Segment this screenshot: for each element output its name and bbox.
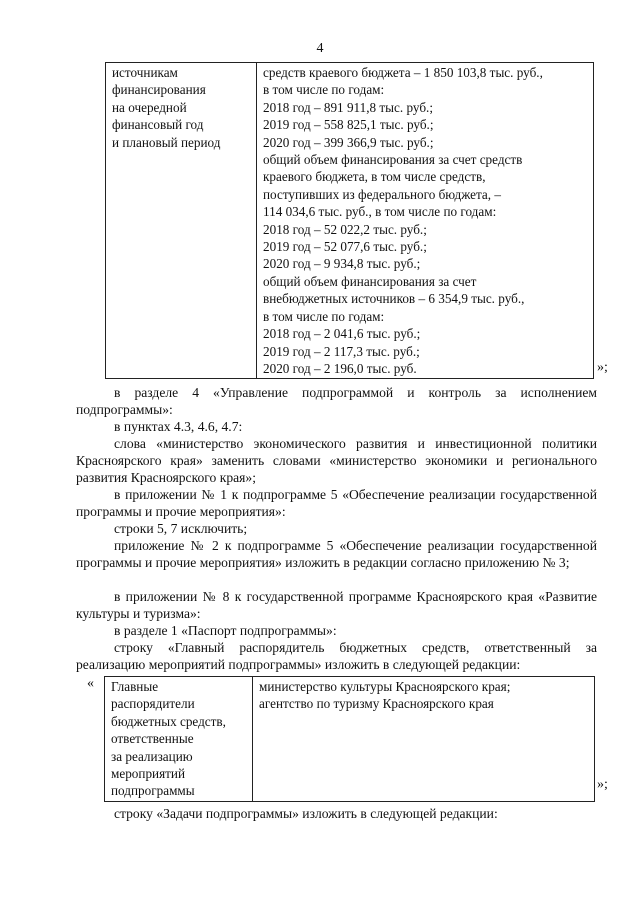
paragraph: слова «министерство экономического развития и инвестиционной политики Красноярского края» заменить словами «министерство экономики и регионального развития Красноярского края»; bbox=[76, 436, 597, 485]
cell-line: мероприятий bbox=[111, 766, 186, 782]
page-number: 4 bbox=[316, 41, 324, 56]
cell-line: агентство по туризму Красноярского края bbox=[259, 696, 494, 712]
cell-line: распорядители bbox=[111, 696, 195, 712]
cell-line: в том числе по годам: bbox=[263, 308, 385, 324]
table-cell-label bbox=[105, 677, 253, 802]
cell-line: 2018 год – 891 911,8 тыс. руб.; bbox=[263, 99, 434, 115]
cell-line: 2020 год – 399 366,9 тыс. руб.; bbox=[263, 134, 434, 150]
responsible-table bbox=[104, 676, 595, 802]
paragraph: строку «Задачи подпрограммы» изложить в следующей редакции: bbox=[114, 806, 498, 821]
cell-line: источникам bbox=[112, 65, 178, 80]
cell-line: поступивших из федерального бюджета, – bbox=[263, 186, 501, 202]
paragraph: приложение № 2 к подпрограмме 5 «Обеспечение реализации государственной программы и прочие мероприятия» изложить в редакции согласно приложению № 3; bbox=[76, 538, 597, 570]
paragraph: в приложении № 8 к государственной программе Красноярского края «Развитие культуры и туризма»: bbox=[76, 589, 597, 621]
cell-line: 2019 год – 558 825,1 тыс. руб.; bbox=[263, 117, 434, 133]
cell-line: бюджетных средств, bbox=[111, 713, 226, 729]
cell-line: краевого бюджета, в том числе средств, bbox=[263, 169, 486, 185]
paragraph: строки 5, 7 исключить; bbox=[114, 521, 248, 536]
cell-line: подпрограммы bbox=[111, 783, 195, 799]
funding-table bbox=[105, 62, 594, 379]
table-cell-value bbox=[257, 63, 594, 379]
cell-line: и плановый период bbox=[112, 134, 221, 150]
cell-line: 2018 год – 52 022,2 тыс. руб.; bbox=[263, 221, 427, 237]
table-cell-label bbox=[106, 63, 257, 379]
paragraph: строку «Главный распорядитель бюджетных средств, ответственный за реализацию мероприятий подпрограммы» изложить в следующей редакции: bbox=[76, 640, 597, 672]
cell-line: 2018 год – 2 041,6 тыс. руб.; bbox=[263, 326, 421, 342]
closing-quote-mark: »; bbox=[597, 360, 608, 375]
cell-line: финансирования bbox=[112, 82, 206, 98]
cell-line: 2020 год – 2 196,0 тыс. руб. bbox=[263, 360, 417, 376]
cell-line: на очередной bbox=[112, 99, 187, 115]
cell-line: общий объем финансирования за счет средств bbox=[263, 152, 523, 168]
cell-line: внебюджетных источников – 6 354,9 тыс. руб., bbox=[263, 291, 525, 307]
cell-line: общий объем финансирования за счет bbox=[263, 273, 477, 289]
table-cell-value bbox=[253, 677, 595, 802]
cell-line: министерство культуры Красноярского края; bbox=[259, 679, 511, 694]
cell-line: в том числе по годам: bbox=[263, 82, 385, 98]
closing-quote-mark: »; bbox=[597, 777, 608, 792]
paragraph: в разделе 4 «Управление подпрограммой и контроль за исполнением подпрограммы»: bbox=[76, 385, 597, 417]
cell-line: ответственные bbox=[111, 731, 194, 747]
table-row bbox=[106, 63, 594, 379]
cell-line: Главные bbox=[111, 679, 159, 694]
cell-line: 114 034,6 тыс. руб., в том числе по годам: bbox=[263, 204, 497, 220]
opening-quote-mark: « bbox=[87, 676, 94, 691]
table-row bbox=[105, 677, 595, 802]
paragraph: в пунктах 4.3, 4.6, 4.7: bbox=[114, 419, 243, 434]
cell-line: 2019 год – 2 117,3 тыс. руб.; bbox=[263, 343, 420, 359]
cell-line: финансовый год bbox=[112, 117, 204, 133]
cell-line: за реализацию bbox=[111, 748, 193, 764]
paragraph: в разделе 1 «Паспорт подпрограммы»: bbox=[114, 623, 337, 638]
cell-line: 2020 год – 9 934,8 тыс. руб.; bbox=[263, 256, 421, 272]
cell-line: средств краевого бюджета – 1 850 103,8 тыс. руб., bbox=[263, 65, 543, 80]
paragraph: в приложении № 1 к подпрограмме 5 «Обеспечение реализации государственной программы и прочие мероприятия»: bbox=[76, 487, 597, 519]
cell-line: 2019 год – 52 077,6 тыс. руб.; bbox=[263, 239, 427, 255]
